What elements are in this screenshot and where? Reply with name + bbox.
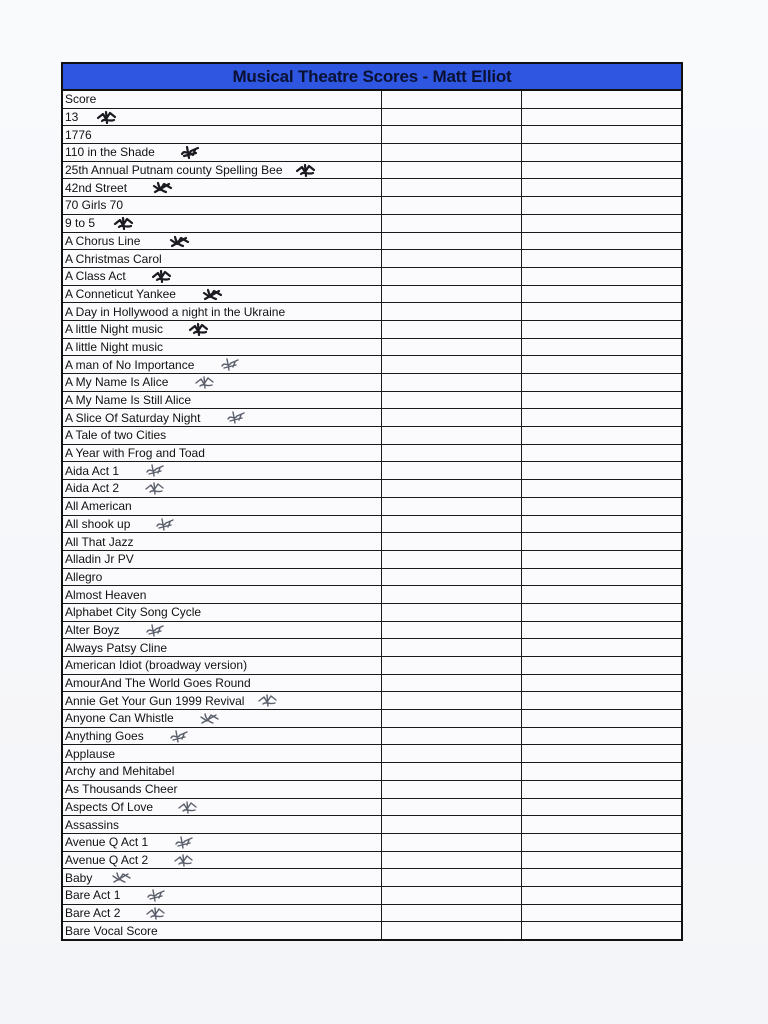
empty-cell [381, 763, 522, 781]
score-name-cell [62, 427, 381, 445]
empty-cell [522, 869, 682, 887]
empty-cell [522, 621, 682, 639]
score-name: As Thousands Cheer [65, 782, 178, 797]
score-name: Alladin Jr PV [65, 552, 134, 567]
empty-cell [522, 674, 682, 692]
empty-cell [381, 586, 522, 604]
score-name-cell [62, 179, 381, 197]
empty-cell [522, 303, 682, 321]
empty-cell [381, 869, 522, 887]
score-name-cell [62, 356, 381, 374]
table-row [62, 833, 682, 851]
empty-cell [381, 904, 522, 922]
table-row [62, 338, 682, 356]
score-name-cell [62, 126, 381, 144]
empty-cell [522, 391, 682, 409]
table-title-row [62, 63, 682, 90]
table-row [62, 692, 682, 710]
checkmark-scribble-icon [225, 410, 247, 425]
table-row [62, 391, 682, 409]
empty-cell [381, 108, 522, 126]
score-name: Annie Get Your Gun 1999 Revival [65, 693, 245, 708]
score-name: Aida Act 2 [65, 481, 120, 496]
empty-cell [381, 745, 522, 763]
checkmark-scribble-icon [173, 853, 195, 868]
empty-cell [381, 639, 522, 657]
checkmark-scribble-icon [168, 729, 190, 744]
table-row [62, 497, 682, 515]
score-name: 9 to 5 [65, 216, 96, 231]
table-row [62, 869, 682, 887]
table-row [62, 515, 682, 533]
table-row [62, 232, 682, 250]
score-name: 25th Annual Putnam county Spelling Bee [65, 163, 283, 178]
empty-cell [381, 444, 522, 462]
table-row [62, 851, 682, 869]
score-name-cell [62, 568, 381, 586]
score-name-cell [62, 869, 381, 887]
empty-cell [522, 144, 682, 162]
checkmark-scribble-icon [110, 870, 132, 885]
score-name-cell [62, 745, 381, 763]
empty-cell [381, 161, 522, 179]
empty-cell [522, 533, 682, 551]
empty-cell [522, 692, 682, 710]
empty-cell [381, 886, 522, 904]
score-name-cell [62, 303, 381, 321]
table-row [62, 214, 682, 232]
empty-cell [522, 480, 682, 498]
scores-table [61, 62, 683, 941]
empty-cell [522, 444, 682, 462]
table-row [62, 197, 682, 215]
empty-cell [381, 603, 522, 621]
table-row [62, 621, 682, 639]
score-name-cell [62, 320, 381, 338]
empty-cell [381, 374, 522, 392]
table-row [62, 674, 682, 692]
score-name: A Year with Frog and Toad [65, 446, 205, 461]
checkmark-scribble-icon [295, 163, 317, 178]
empty-cell [381, 692, 522, 710]
score-name-cell [62, 90, 381, 108]
empty-cell [381, 126, 522, 144]
empty-cell [522, 232, 682, 250]
score-name-cell [62, 144, 381, 162]
empty-cell [522, 851, 682, 869]
empty-cell [522, 745, 682, 763]
checkmark-scribble-icon [144, 481, 166, 496]
score-name: 70 Girls 70 [65, 198, 124, 213]
table-row [62, 144, 682, 162]
score-name: 1776 [65, 127, 92, 142]
empty-cell [381, 922, 522, 940]
score-name-cell [62, 285, 381, 303]
score-name: A Christmas Carol [65, 251, 162, 266]
checkmark-scribble-icon [151, 180, 173, 195]
empty-cell [381, 427, 522, 445]
empty-cell [381, 710, 522, 728]
empty-cell [381, 232, 522, 250]
empty-cell [522, 568, 682, 586]
table-row [62, 267, 682, 285]
empty-cell [522, 267, 682, 285]
table-row [62, 603, 682, 621]
score-name: A Slice Of Saturday Night [65, 410, 201, 425]
score-name-cell [62, 922, 381, 940]
empty-cell [522, 904, 682, 922]
empty-cell [381, 727, 522, 745]
empty-cell [522, 197, 682, 215]
score-name: Bare Vocal Score [65, 923, 158, 938]
table-row [62, 568, 682, 586]
score-name: A Chorus Line [65, 233, 141, 248]
empty-cell [381, 391, 522, 409]
empty-cell [381, 621, 522, 639]
score-name-cell [62, 515, 381, 533]
empty-cell [381, 798, 522, 816]
checkmark-scribble-icon [145, 888, 167, 903]
score-name: A My Name Is Alice [65, 375, 169, 390]
empty-cell [522, 409, 682, 427]
empty-cell [522, 462, 682, 480]
empty-cell [381, 409, 522, 427]
empty-cell [381, 657, 522, 675]
score-name-cell [62, 533, 381, 551]
score-name-cell [62, 886, 381, 904]
empty-cell [381, 90, 522, 108]
table-row [62, 886, 682, 904]
score-name-cell [62, 639, 381, 657]
empty-cell [522, 179, 682, 197]
empty-cell [522, 922, 682, 940]
score-name: A Day in Hollywood a night in the Ukraine [65, 304, 286, 319]
empty-cell [522, 374, 682, 392]
score-name: Assassins [65, 817, 120, 832]
table-row [62, 462, 682, 480]
empty-cell [381, 515, 522, 533]
empty-cell [381, 780, 522, 798]
checkmark-scribble-icon [96, 110, 118, 125]
empty-cell [381, 462, 522, 480]
checkmark-scribble-icon [144, 463, 166, 478]
empty-cell [381, 356, 522, 374]
empty-cell [381, 179, 522, 197]
empty-cell [381, 144, 522, 162]
table-row [62, 780, 682, 798]
score-name: All That Jazz [65, 534, 134, 549]
table-row [62, 798, 682, 816]
score-name-cell [62, 586, 381, 604]
table-row [62, 763, 682, 781]
empty-cell [522, 780, 682, 798]
table-row [62, 409, 682, 427]
table-row [62, 904, 682, 922]
score-name: American Idiot (broadway version) [65, 658, 248, 673]
score-name: Avenue Q Act 1 [65, 835, 149, 850]
table-row [62, 374, 682, 392]
score-name-cell [62, 409, 381, 427]
empty-cell [522, 285, 682, 303]
score-name-cell [62, 603, 381, 621]
empty-cell [381, 674, 522, 692]
score-name-cell [62, 267, 381, 285]
score-name-cell [62, 692, 381, 710]
empty-cell [522, 320, 682, 338]
table-row [62, 427, 682, 445]
empty-cell [381, 550, 522, 568]
empty-cell [522, 90, 682, 108]
checkmark-scribble-icon [113, 216, 135, 231]
score-name: Applause [65, 746, 116, 761]
checkmark-scribble-icon [194, 375, 216, 390]
score-name: 110 in the Shade [65, 145, 155, 160]
score-name: Archy and Mehitabel [65, 764, 175, 779]
score-name: A Class Act [65, 269, 126, 284]
score-name-cell [62, 338, 381, 356]
table-row [62, 285, 682, 303]
table-row [62, 922, 682, 940]
empty-cell [522, 214, 682, 232]
checkmark-scribble-icon [151, 269, 173, 284]
score-name: All shook up [65, 516, 131, 531]
score-name: Anything Goes [65, 729, 144, 744]
score-name: 13 [65, 110, 79, 125]
score-name-cell [62, 480, 381, 498]
score-name: Anyone Can Whistle [65, 711, 174, 726]
empty-cell [522, 550, 682, 568]
score-name-cell [62, 657, 381, 675]
score-name: Alter Boyz [65, 622, 120, 637]
score-name: Baby [65, 870, 93, 885]
empty-cell [381, 320, 522, 338]
checkmark-scribble-icon [144, 623, 166, 638]
table-row [62, 550, 682, 568]
empty-cell [381, 285, 522, 303]
empty-cell [522, 427, 682, 445]
empty-cell [381, 833, 522, 851]
table-row [62, 657, 682, 675]
score-name-cell [62, 816, 381, 834]
empty-cell [522, 108, 682, 126]
score-name: Aspects Of Love [65, 799, 154, 814]
empty-cell [522, 886, 682, 904]
table-row [62, 179, 682, 197]
score-name-cell [62, 462, 381, 480]
empty-cell [381, 851, 522, 869]
score-name: A Conneticut Yankee [65, 286, 176, 301]
table-row [62, 250, 682, 268]
score-name: Almost Heaven [65, 587, 147, 602]
checkmark-scribble-icon [188, 322, 210, 337]
score-name-cell [62, 391, 381, 409]
empty-cell [522, 816, 682, 834]
score-name-cell [62, 444, 381, 462]
table-row [62, 444, 682, 462]
score-name: Bare Act 2 [65, 905, 121, 920]
checkmark-scribble-icon [179, 145, 201, 160]
score-name-cell [62, 780, 381, 798]
score-name: A little Night music [65, 339, 164, 354]
score-name-cell [62, 214, 381, 232]
empty-cell [522, 639, 682, 657]
score-name: AmourAnd The World Goes Round [65, 676, 251, 691]
checkmark-scribble-icon [145, 906, 167, 921]
score-name: A My Name Is Still Alice [65, 393, 192, 408]
empty-cell [522, 356, 682, 374]
score-name: A Tale of two Cities [65, 428, 167, 443]
table-row [62, 727, 682, 745]
checkmark-scribble-icon [257, 693, 279, 708]
score-name-cell [62, 798, 381, 816]
empty-cell [381, 568, 522, 586]
empty-cell [381, 338, 522, 356]
empty-cell [522, 250, 682, 268]
score-name-cell [62, 108, 381, 126]
score-name: Allegro [65, 569, 103, 584]
empty-cell [381, 303, 522, 321]
table-row [62, 90, 682, 108]
score-name: Always Patsy Cline [65, 640, 168, 655]
table-row [62, 816, 682, 834]
score-name: All American [65, 499, 132, 514]
table-row [62, 108, 682, 126]
empty-cell [522, 515, 682, 533]
score-name-cell [62, 851, 381, 869]
table-row [62, 480, 682, 498]
checkmark-scribble-icon [154, 517, 176, 532]
score-name: 42nd Street [65, 180, 128, 195]
score-name-cell [62, 763, 381, 781]
score-name-cell [62, 710, 381, 728]
table-row [62, 356, 682, 374]
score-name-cell [62, 197, 381, 215]
score-name: Bare Act 1 [65, 888, 121, 903]
empty-cell [381, 214, 522, 232]
score-name: Score [65, 92, 97, 107]
score-name-cell [62, 161, 381, 179]
empty-cell [522, 710, 682, 728]
score-name-cell [62, 621, 381, 639]
score-name-cell [62, 904, 381, 922]
score-name-cell [62, 550, 381, 568]
checkmark-scribble-icon [219, 357, 241, 372]
score-name: Aida Act 1 [65, 463, 120, 478]
score-name: A little Night music [65, 322, 164, 337]
empty-cell [381, 197, 522, 215]
checkmark-scribble-icon [177, 800, 199, 815]
empty-cell [381, 497, 522, 515]
empty-cell [522, 798, 682, 816]
table-row [62, 745, 682, 763]
empty-cell [381, 250, 522, 268]
table-row [62, 320, 682, 338]
empty-cell [522, 338, 682, 356]
empty-cell [381, 816, 522, 834]
score-name-cell [62, 833, 381, 851]
page-title: Musical Theatre Scores - Matt Elliot [62, 63, 682, 90]
scores-table-body [62, 63, 682, 940]
score-name-cell [62, 674, 381, 692]
empty-cell [522, 763, 682, 781]
score-name-cell [62, 727, 381, 745]
score-name-cell [62, 250, 381, 268]
empty-cell [522, 833, 682, 851]
table-row [62, 303, 682, 321]
empty-cell [522, 586, 682, 604]
empty-cell [522, 497, 682, 515]
score-name-cell [62, 232, 381, 250]
empty-cell [522, 161, 682, 179]
empty-cell [381, 267, 522, 285]
table-row [62, 533, 682, 551]
empty-cell [522, 603, 682, 621]
empty-cell [522, 126, 682, 144]
table-row [62, 710, 682, 728]
score-name: Alphabet City Song Cycle [65, 605, 202, 620]
checkmark-scribble-icon [198, 711, 220, 726]
empty-cell [522, 727, 682, 745]
table-row [62, 639, 682, 657]
score-name-cell [62, 374, 381, 392]
checkmark-scribble-icon [173, 835, 195, 850]
table-row [62, 161, 682, 179]
checkmark-scribble-icon [168, 234, 190, 249]
score-name: Avenue Q Act 2 [65, 852, 149, 867]
table-row [62, 586, 682, 604]
empty-cell [522, 657, 682, 675]
table-row [62, 126, 682, 144]
score-name-cell [62, 497, 381, 515]
empty-cell [381, 480, 522, 498]
checkmark-scribble-icon [201, 287, 223, 302]
empty-cell [381, 533, 522, 551]
score-name: A man of No Importance [65, 357, 195, 372]
